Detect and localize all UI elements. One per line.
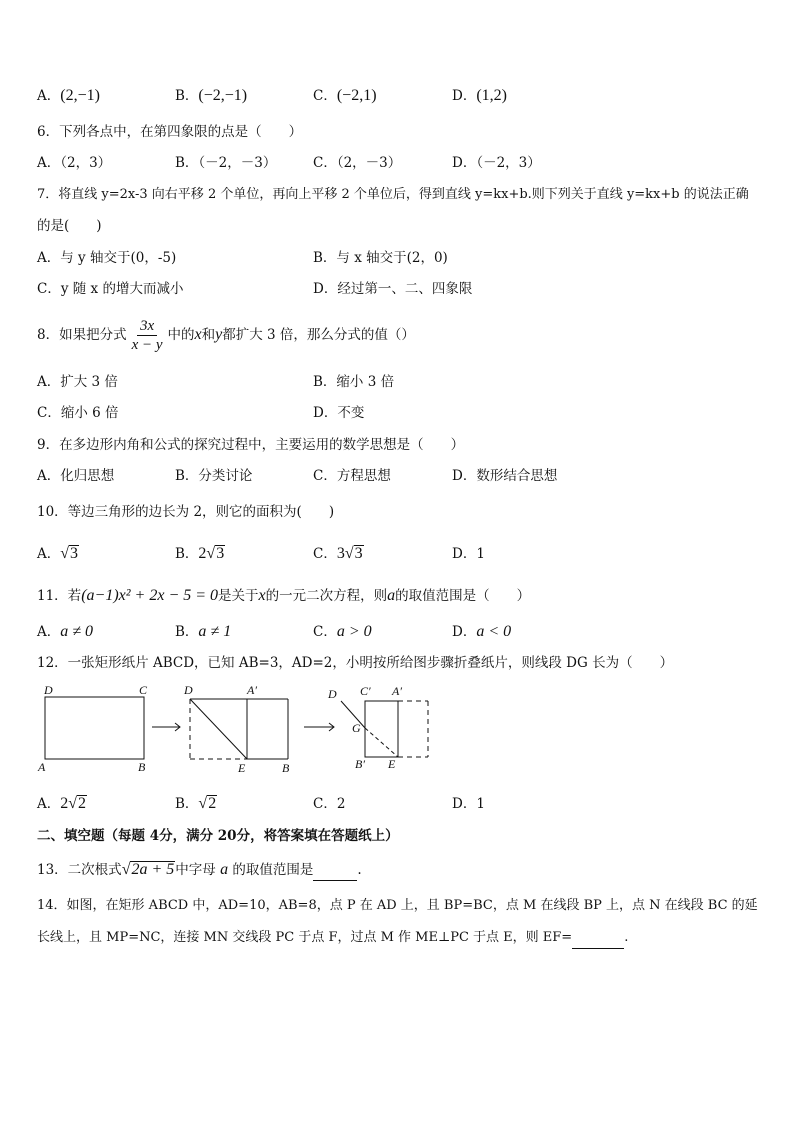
fraction-numerator: 3x — [137, 317, 157, 336]
q7-option-d: D．经过第一、二、四象限 — [313, 281, 473, 297]
fig2-label-e: E — [238, 761, 246, 775]
arrow-icon — [304, 723, 334, 731]
q11-mid: 是关于 — [218, 588, 259, 604]
option-expr: a > 0 — [336, 623, 372, 640]
q9-option-d: D．数形结合思想 — [452, 468, 558, 484]
q8-option-d: D．不变 — [313, 405, 365, 421]
q5-option-b — [175, 86, 247, 106]
q6-option-b: B．（－2，－3） — [175, 155, 277, 171]
q5-option-d — [452, 86, 507, 106]
q11-suffix: 的取值范围是（ ） — [395, 588, 531, 604]
var-y: y — [215, 326, 223, 343]
fig1-label-d: D — [44, 683, 53, 697]
radicand: 3 — [354, 545, 363, 562]
q11-option-c — [313, 622, 372, 642]
radicand: 2a + 5 — [131, 861, 175, 878]
q13-suffix: 的取值范围是 — [232, 862, 314, 878]
q14-line2-text: 长线上，且 MP=NC，连接 MN 交线段 PC 于点 F，过点 M 作 ME⊥PC 于点 E，则 EF= — [37, 930, 573, 945]
section-heading: 二、填空题（每题 4分，满分 20分，将答案填在答题纸上） — [37, 828, 399, 844]
q10-option-a: A．√3 — [37, 545, 79, 562]
coefficient: 2 — [198, 545, 207, 562]
q9-option-a: A．化归思想 — [37, 468, 115, 484]
q7-stem-line1: 7．将直线 y=2x-3 向右平移 2 个单位，再向上平移 2 个单位后，得到直线 y=kx+b.则下列关于直线 y=kx+b 的说法正确 — [37, 187, 749, 202]
radicand: 3 — [70, 545, 79, 562]
q13-end: . — [357, 862, 362, 878]
arrow-icon — [152, 723, 180, 731]
q10-stem: 10．等边三角形的边长为 2，则它的面积为( ) — [37, 504, 335, 520]
option-letter: B． — [175, 88, 199, 104]
q11-option-a — [37, 622, 93, 642]
q6-stem: 6．下列各点中，在第四象限的点是（ ） — [37, 124, 303, 140]
q11-option-b — [175, 622, 231, 642]
q14-end: . — [624, 930, 629, 945]
option-letter: B． — [175, 796, 199, 812]
option-letter: B． — [175, 546, 199, 562]
q14-stem-line2 — [37, 928, 628, 949]
option-letter: C． — [313, 624, 337, 640]
q8-mid1: 中的 — [167, 327, 195, 343]
q5-option-a — [37, 86, 100, 106]
q8-stem — [37, 316, 415, 354]
q8-option-a: A．扩大 3 倍 — [37, 374, 118, 390]
option-letter: A． — [37, 796, 61, 812]
radicand: 3 — [216, 545, 225, 562]
var-a: a — [220, 861, 229, 878]
option-letter: D． — [452, 546, 477, 562]
option-letter: A． — [37, 624, 61, 640]
fig1-label-a: A — [38, 760, 46, 774]
q11-option-d — [452, 622, 511, 642]
q8-suffix: 都扩大 3 倍，那么分式的值（） — [222, 327, 415, 343]
q12-stem: 12．一张矩形纸片 ABCD，已知 AB=3，AD=2，小明按所给图步骤折叠纸片，则线段 DG 长为（ ） — [37, 655, 674, 671]
fig3-label-a-prime: A′ — [392, 684, 402, 698]
q12-option-c — [313, 794, 345, 814]
q9-stem: 9．在多边形内角和公式的探究过程中，主要运用的数学思想是（ ） — [37, 437, 465, 453]
q7-option-b: B．与 x 轴交于(2，0) — [313, 250, 448, 266]
q11-equation: (a−1)x² + 2x − 5 = 0 — [81, 587, 219, 604]
q6-option-c: C．（2，－3） — [313, 155, 402, 171]
option-value: (1,2) — [476, 87, 507, 104]
q8-fraction — [129, 317, 166, 354]
option-letter: C． — [313, 796, 337, 812]
fig2-label-b: B — [282, 761, 290, 775]
fraction-denominator: x − y — [131, 337, 163, 353]
q12-fold-figure — [30, 680, 450, 780]
option-value: 1 — [476, 546, 485, 562]
option-letter: A． — [37, 546, 61, 562]
q7-stem-line2: 的是( ) — [37, 218, 102, 234]
q5-option-c — [313, 86, 377, 106]
option-letter: D． — [452, 624, 477, 640]
q8-mid2: 和 — [201, 327, 216, 343]
option-expr: a ≠ 1 — [198, 623, 232, 640]
radicand: 2 — [208, 795, 217, 812]
fig2-label-a-prime: A′ — [247, 683, 257, 697]
coefficient: 3 — [336, 545, 345, 562]
fig2-fold-line — [190, 699, 247, 759]
option-expr: a ≠ 0 — [60, 623, 94, 640]
option-letter: A． — [37, 88, 61, 104]
option-value: (−2,−1) — [198, 87, 248, 104]
option-letter: C． — [313, 88, 337, 104]
option-value: (2,−1) — [60, 87, 100, 104]
fig3-rectangle — [365, 701, 398, 757]
fig3-label-g: G — [352, 721, 361, 735]
q12-option-b: B．√2 — [175, 795, 217, 812]
answer-blank[interactable] — [313, 860, 357, 881]
var-x: x — [258, 587, 266, 604]
option-value: 2 — [336, 796, 346, 812]
q12-option-d — [452, 794, 485, 814]
q13-mid: 中字母 — [175, 862, 216, 878]
q11-mid2: 的一元二次方程，则 — [265, 588, 388, 604]
q11-prefix: 11．若 — [37, 588, 82, 604]
var-a: a — [387, 587, 396, 604]
fig1-label-c: C — [139, 683, 148, 697]
q6-option-a: A．（2，3） — [37, 155, 112, 171]
option-expr: a < 0 — [476, 623, 512, 640]
fig2-label-d: D — [184, 683, 193, 697]
radicand: 2 — [78, 795, 87, 812]
q8-option-b: B．缩小 3 倍 — [313, 374, 395, 390]
option-letter: D． — [452, 796, 477, 812]
q12-option-a: A．2√2 — [37, 795, 87, 812]
option-letter: B． — [175, 624, 199, 640]
q6-option-d: D．（－2，3） — [452, 155, 541, 171]
q8-prefix: 8．如果把分式 — [37, 327, 127, 343]
q10-option-d — [452, 544, 485, 564]
q13-prefix: 13．二次根式 — [37, 862, 122, 878]
fig1-rectangle — [45, 697, 144, 759]
q9-option-c: C．方程思想 — [313, 468, 391, 484]
q7-option-c: C．y 随 x 的增大而减小 — [37, 281, 184, 297]
fig1-label-b: B — [138, 760, 146, 774]
fig3-label-d: D — [328, 687, 337, 701]
option-value: (−2,1) — [336, 87, 377, 104]
q14-stem-line1: 14．如图，在矩形 ABCD 中，AD=10，AB=8，点 P 在 AD 上，且 BP=BC，点 M 在线段 BP 上，点 N 在线段 BC 的延 — [37, 898, 758, 913]
var-x: x — [194, 326, 202, 343]
q13-stem: 13．二次根式√2a + 5中字母 a 的取值范围是 . — [37, 860, 362, 881]
coefficient: 2 — [60, 795, 69, 812]
option-letter: D． — [452, 88, 477, 104]
q7-option-a: A．与 y 轴交于(0，-5) — [37, 250, 177, 266]
fig3-label-b-prime: B′ — [355, 757, 365, 771]
answer-blank[interactable] — [572, 928, 624, 949]
fig3-label-e: E — [388, 757, 396, 771]
q9-option-b: B．分类讨论 — [175, 468, 253, 484]
q11-stem — [37, 586, 530, 606]
option-value: 1 — [476, 796, 485, 812]
q10-option-c: C．3√3 — [313, 545, 363, 562]
q8-option-c: C．缩小 6 倍 — [37, 405, 119, 421]
option-letter: C． — [313, 546, 337, 562]
fig3-label-c-prime: C′ — [360, 684, 371, 698]
fig3-dashed-diagonal — [365, 728, 398, 757]
q10-option-b: B．2√3 — [175, 545, 225, 562]
